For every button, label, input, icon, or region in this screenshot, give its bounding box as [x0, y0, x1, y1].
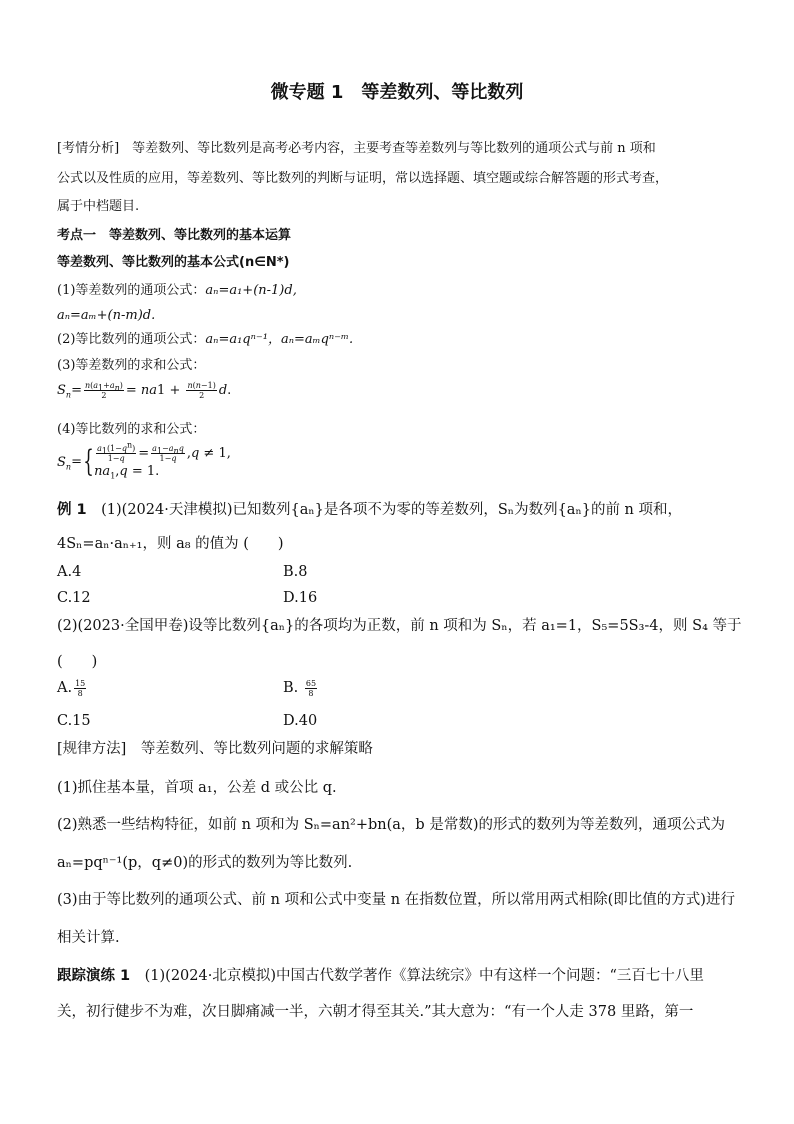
- method-2-line-2: aₙ=pqⁿ⁻¹(p，q≠0)的形式的数列为等比数列.: [57, 855, 353, 871]
- example1-part2-option-a: A. $\frac{15}{8}$: [57, 678, 86, 698]
- formula-1-label: (1)等差数列的通项公式：: [57, 283, 206, 298]
- method-label: [规律方法]: [57, 741, 127, 757]
- formula-1: [57, 282, 297, 300]
- example1-part2-line-1: (2)(2023·全国甲卷)设等比数列{aₙ}的各项均为正数，前 n 项和为 Sₙ，若 a₁=1，S₅=5S₃-4，则 S₄ 等于: [57, 618, 742, 634]
- formula-1-expr: aₙ=a₁+(n-1)d,: [205, 283, 297, 298]
- method-title: 等差数列、等比数列问题的求解策略: [140, 741, 373, 757]
- example1-part2-option-b: B. $\frac{65}{8}$: [283, 678, 317, 698]
- formula-3-expr: $S_n=$ $\frac{n(a_1+a_n)}{2}$ = na1 + $\frac{n(n-1)}{2}$ d.: [57, 381, 232, 400]
- example1-option-a: A.4: [57, 564, 82, 580]
- intro-label: [考情分析]: [57, 141, 120, 156]
- intro-line-2: 公式以及性质的应用，等差数列、等比数列的判断与证明，常以选择题、填空题或综合解答题的形式考查，: [57, 171, 669, 186]
- method-3-line-1: (3)由于等比数列的通项公式、前 n 项和公式中变量 n 在指数位置，所以常用两式相除(即比值的方式)进行: [57, 892, 735, 908]
- example1-option-c: C.12: [57, 590, 91, 606]
- method-2-line-1: (2)熟悉一些结构特征，如前 n 项和为 Sₙ=an²+bn(a，b 是常数)的形式的数列为等差数列，通项公式为: [57, 817, 725, 833]
- example1-option-d: D.16: [283, 590, 318, 606]
- method-3-line-2: 相关计算.: [57, 930, 120, 946]
- method-1: (1)抓住基本量，首项 a₁，公差 d 或公比 q.: [57, 780, 337, 796]
- method-header: [57, 739, 373, 759]
- example1-text-1: (1)(2024·天津模拟)已知数列{aₙ}是各项不为零的等差数列，Sₙ为数列{aₙ}的前 n 项和，: [101, 502, 683, 518]
- practice-label: 跟踪演练 1: [57, 968, 131, 984]
- example1-part2-option-c: C.15: [57, 713, 91, 729]
- formula-2-label: (2)等比数列的通项公式：: [57, 332, 206, 347]
- example1-part2-option-d: D.40: [283, 713, 318, 729]
- formula-2-expr: aₙ=a₁qⁿ⁻¹，aₙ=aₘqⁿ⁻ᵐ.: [205, 332, 354, 347]
- example1-option-b: B.8: [283, 564, 308, 580]
- page-title: 微专题 1 等差数列、等比数列: [270, 82, 524, 103]
- example1-label: 例 1: [57, 502, 87, 518]
- formula-4-label: (4)等比数列的求和公式：: [57, 422, 206, 437]
- section-heading: 考点一 等差数列、等比数列的基本运算: [57, 228, 292, 243]
- practice-text-1: (1)(2024·北京模拟)中国古代数学著作《算法统宗》中有这样一个问题：“三百七十八里: [144, 968, 704, 984]
- example1-line-2: 4Sₙ=aₙ·aₙ₊₁，则 a₈ 的值为 ( ): [57, 536, 284, 552]
- example1-part2-line-2: ( ): [57, 654, 98, 670]
- intro-text-1: 等差数列、等比数列是高考必考内容，主要考查等差数列与等比数列的通项公式与前 n 项和: [132, 141, 656, 156]
- section-subheading: 等差数列、等比数列的基本公式(n∈N*): [57, 255, 290, 270]
- formula-3-label: (3)等差数列的求和公式：: [57, 358, 206, 373]
- formula-2: [57, 331, 353, 349]
- intro-line-1: [57, 140, 656, 158]
- intro-line-3: 属于中档题目.: [57, 199, 140, 214]
- practice-line-1: [57, 966, 704, 986]
- example1-line-1: [57, 500, 682, 520]
- formula-1b: aₙ=aₘ+(n-m)d.: [57, 308, 156, 323]
- practice-line-2: 关，初行健步不为难，次日脚痛减一半，六朝才得至其关.”其大意为：“有一个人走 378 里路，第一: [57, 1004, 694, 1020]
- formula-4-expr: $S_n=${ $\frac{a_1(1-q^n)}{1-q}$ = $\frac{a_1-a_nq}{1-q}$ ,q ≠ 1, $na_1,q = 1$.: [57, 440, 231, 481]
